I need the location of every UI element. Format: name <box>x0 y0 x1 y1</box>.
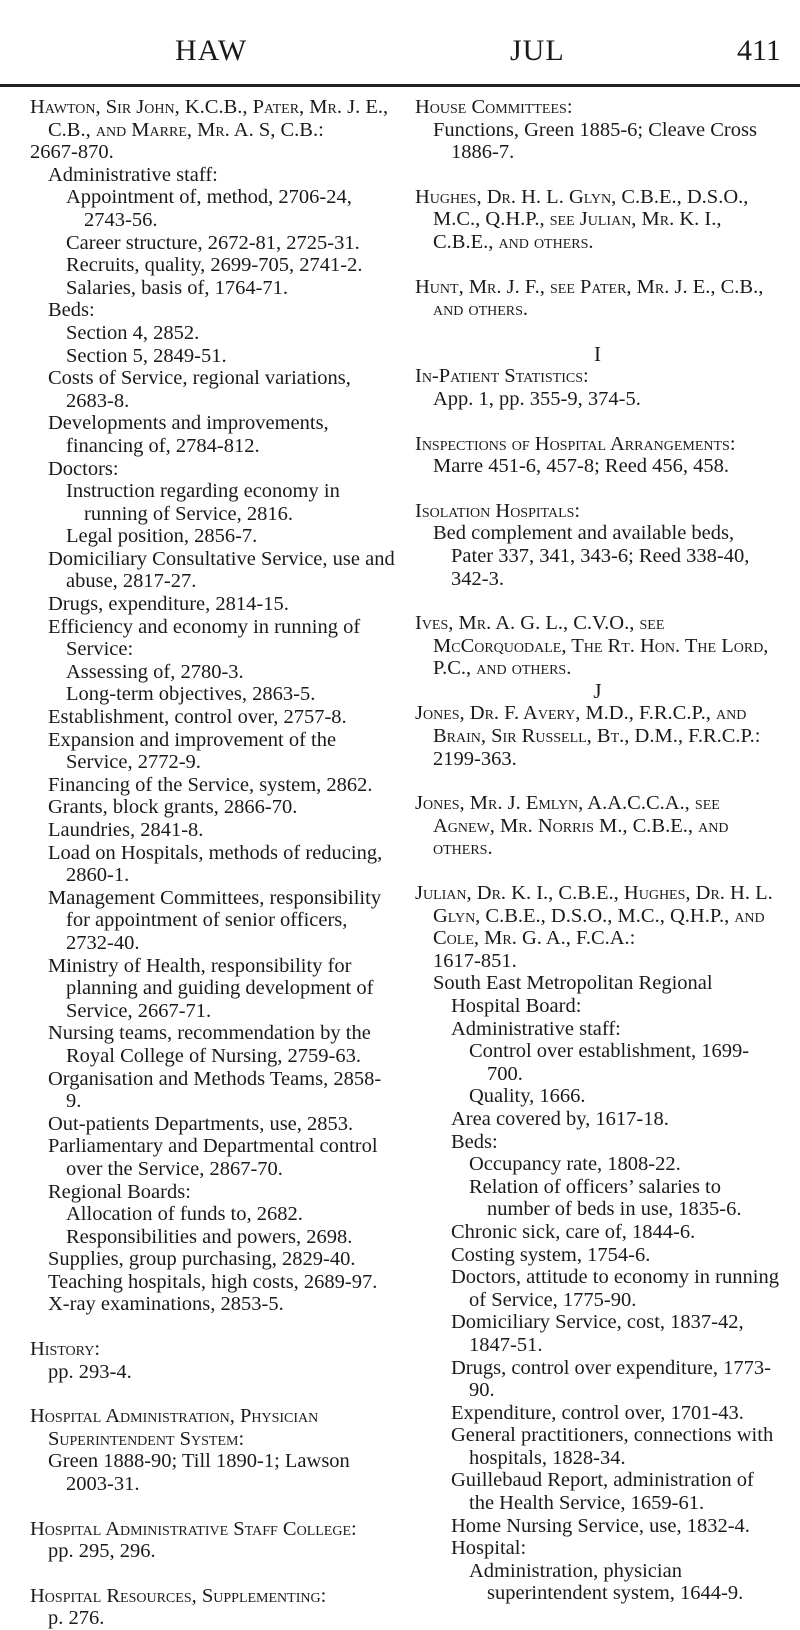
index-subentry: Administrative staff: <box>48 163 218 186</box>
index-subentry: Expansion and improvement of the Service, 2772-9. <box>48 728 337 774</box>
index-subentry: Regional Boards: <box>48 1180 191 1203</box>
index-subentry: Career structure, 2672-81, 2725-31. <box>66 231 360 254</box>
index-heading: Jones, Dr. F. Avery, M.D., F.R.C.P., and Brain, Sir Russell, Bt., D.M., F.R.C.P.: <box>415 702 761 748</box>
index-heading: House Committees: <box>415 96 573 118</box>
index-subentry: App. 1, pp. 355-9, 374-5. <box>433 387 641 410</box>
index-heading: Inspections of Hospital Arrangements: <box>415 432 736 455</box>
index-subentry: Grants, block grants, 2866-70. <box>48 796 298 819</box>
index-heading: Isolation Hospitals: <box>415 499 581 522</box>
page-header <box>0 0 800 92</box>
index-subentry: Home Nursing Service, use, 1832-4. <box>451 1514 750 1537</box>
index-heading: In-Patient Statistics: <box>415 365 589 388</box>
index-subentry: Teaching hospitals, high costs, 2689-97. <box>48 1270 378 1293</box>
index-subentry: Organisation and Methods Teams, 2858-9. <box>48 1067 382 1113</box>
index-subentry: Occupancy rate, 1808-22. <box>469 1153 681 1176</box>
index-subentry: Drugs, control over expenditure, 1773-90. <box>451 1356 771 1402</box>
index-subentry: Functions, Green 1885-6; Cleave Cross 1886-7. <box>433 118 757 164</box>
index-subentry: X-ray examinations, 2853-5. <box>48 1293 284 1316</box>
index-subentry: Administration, physician superintendent system, 1644-9. <box>469 1559 744 1605</box>
index-subentry: Area covered by, 1617-18. <box>451 1107 669 1130</box>
index-subentry: Drugs, expenditure, 2814-15. <box>48 593 289 616</box>
index-subentry: Nursing teams, recommendation by the Royal College of Nursing, 2759-63. <box>48 1022 371 1067</box>
index-heading: Jones, Mr. J. Emlyn, A.A.C.C.A., see Agnew, Mr. Norris M., C.B.E., and others. <box>415 792 729 860</box>
index-subentry: Efficiency and economy in running of Service: <box>48 615 361 661</box>
index-subentry: Beds: <box>451 1130 498 1153</box>
index-subentry: Relation of officers’ salaries to number of beds in use, 1835-6. <box>469 1175 742 1221</box>
running-head-left: HAW <box>175 34 248 67</box>
index-subentry: Supplies, group purchasing, 2829-40. <box>48 1248 356 1271</box>
entry-spacer <box>415 321 780 343</box>
index-subentry: Domiciliary Consultative Service, use and abuse, 2817-27. <box>48 547 395 593</box>
index-subentry: Assessing of, 2780-3. <box>66 660 244 683</box>
index-heading: Hughes, Dr. H. L. Glyn, C.B.E., D.S.O., M.C., Q.H.P., see Julian, Mr. K. I., C.B.E., and others. <box>415 185 749 253</box>
index-heading: Hospital Resources, Supplementing: <box>30 1584 327 1607</box>
index-subentry: Allocation of funds to, 2682. <box>66 1203 303 1226</box>
index-subentry: Out-patients Departments, use, 2853. <box>48 1112 354 1135</box>
entry-spacer <box>415 164 780 186</box>
index-subentry: Administrative staff: <box>451 1017 621 1040</box>
index-heading: Hunt, Mr. J. F., see Pater, Mr. J. E., C.B., and others. <box>415 275 764 321</box>
index-heading: 2667-870. <box>30 141 114 164</box>
index-subentry: 2199-363. <box>433 747 517 770</box>
index-subentry: Guillebaud Report, administration of the Health Service, 1659-61. <box>451 1469 754 1515</box>
index-heading: Ives, Mr. A. G. L., C.V.O., see McCorquodale, The Rt. Hon. The Lord, P.C., and others. <box>415 612 769 680</box>
header-rule <box>0 84 800 87</box>
entry-spacer <box>30 1383 395 1405</box>
index-subentry: Recruits, quality, 2699-705, 2741-2. <box>66 254 363 277</box>
index-subentry: Costs of Service, regional variations, 2683-8. <box>48 367 351 412</box>
entry-spacer <box>415 860 780 882</box>
index-subentry: Load on Hospitals, methods of reducing, 2860-1. <box>48 841 383 887</box>
index-subentry: Domiciliary Service, cost, 1837-42, 1847-51. <box>451 1311 744 1356</box>
entry-spacer <box>415 254 780 276</box>
index-subentry: Management Committees, responsibility for appointment of senior officers, 2732-40. <box>48 886 382 954</box>
index-subentry: Chronic sick, care of, 1844-6. <box>451 1220 696 1243</box>
index-letter-heading: I <box>594 341 601 366</box>
index-subentry: Marre 451-6, 457-8; Reed 456, 458. <box>433 455 730 478</box>
index-subentry: Financing of the Service, system, 2862. <box>48 773 373 796</box>
index-subentry: Bed complement and available beds, Pater 337, 341, 343-6; Reed 338-40, 342-3. <box>433 522 750 590</box>
index-subentry: Costing system, 1754-6. <box>451 1243 651 1266</box>
index-subentry: Parliamentary and Departmental control over the Service, 2867-70. <box>48 1135 378 1180</box>
index-subentry: Doctors: <box>48 457 119 480</box>
running-head-center: JUL <box>510 34 565 67</box>
index-letter-heading: J <box>593 678 602 703</box>
index-subentry: p. 276. <box>48 1607 105 1630</box>
index-subentry: Instruction regarding economy in running of Service, 2816. <box>66 480 340 525</box>
entry-spacer <box>30 1496 395 1518</box>
index-subentry: Salaries, basis of, 1764-71. <box>66 276 289 299</box>
entry-spacer <box>415 478 780 500</box>
index-subentry: Expenditure, control over, 1701-43. <box>451 1401 744 1424</box>
index-subentry: Green 1888-90; Till 1890-1; Lawson 2003-31. <box>48 1450 350 1496</box>
index-subentry: Quality, 1666. <box>469 1085 586 1108</box>
index-subentry: Ministry of Health, responsibility for planning and guiding development of Service, 2667-71. <box>48 954 374 1022</box>
index-subentry: Appointment of, method, 2706-24, 2743-56. <box>66 186 352 231</box>
page-number: 411 <box>737 34 781 67</box>
index-subentry: Legal position, 2856-7. <box>66 525 258 548</box>
index-subentry: Responsibilities and powers, 2698. <box>66 1225 353 1248</box>
index-subentry: Doctors, attitude to economy in running of Service, 1775-90. <box>451 1266 779 1311</box>
index-subentry: 1617-851. <box>433 949 517 972</box>
index-heading: Julian, Dr. K. I., C.B.E., Hughes, Dr. H. L. Glyn, C.B.E., D.S.O., M.C., Q.H.P., and Cole, Mr. G. A., F.C.A.: <box>415 882 773 950</box>
index-column-right <box>415 96 780 1605</box>
index-heading: Hospital Administrative Staff College: <box>30 1517 357 1540</box>
index-subentry: Beds: <box>48 299 95 322</box>
index-subentry: Control over establishment, 1699-700. <box>469 1040 750 1085</box>
index-heading: Hospital Administration, Physician Superintendent System: <box>30 1405 319 1450</box>
index-subentry: Developments and improvements, financing of, 2784-812. <box>48 412 329 457</box>
entry-spacer <box>415 411 780 433</box>
index-subentry: pp. 293-4. <box>48 1360 132 1383</box>
index-subentry: Hospital: <box>451 1537 527 1560</box>
index-subentry: pp. 295, 296. <box>48 1540 156 1563</box>
index-subentry: Establishment, control over, 2757-8. <box>48 706 347 729</box>
index-subentry: Laundries, 2841-8. <box>48 819 204 841</box>
index-column-left <box>30 96 395 1630</box>
index-subentry: Long-term objectives, 2863-5. <box>66 683 316 706</box>
index-subentry: General practitioners, connections with hospitals, 1828-34. <box>451 1424 774 1469</box>
entry-spacer <box>30 1316 395 1338</box>
entry-spacer <box>415 590 780 612</box>
index-heading: History: <box>30 1338 101 1361</box>
index-heading: Hawton, Sir John, K.C.B., Pater, Mr. J. E., C.B., and Marre, Mr. A. S, C.B.: <box>30 96 389 141</box>
index-subentry: South East Metropolitan Regional Hospital Board: <box>433 972 713 1017</box>
entry-spacer <box>30 1563 395 1585</box>
index-subentry: Section 5, 2849-51. <box>66 344 227 367</box>
index-subentry: Section 4, 2852. <box>66 321 200 344</box>
entry-spacer <box>415 770 780 792</box>
